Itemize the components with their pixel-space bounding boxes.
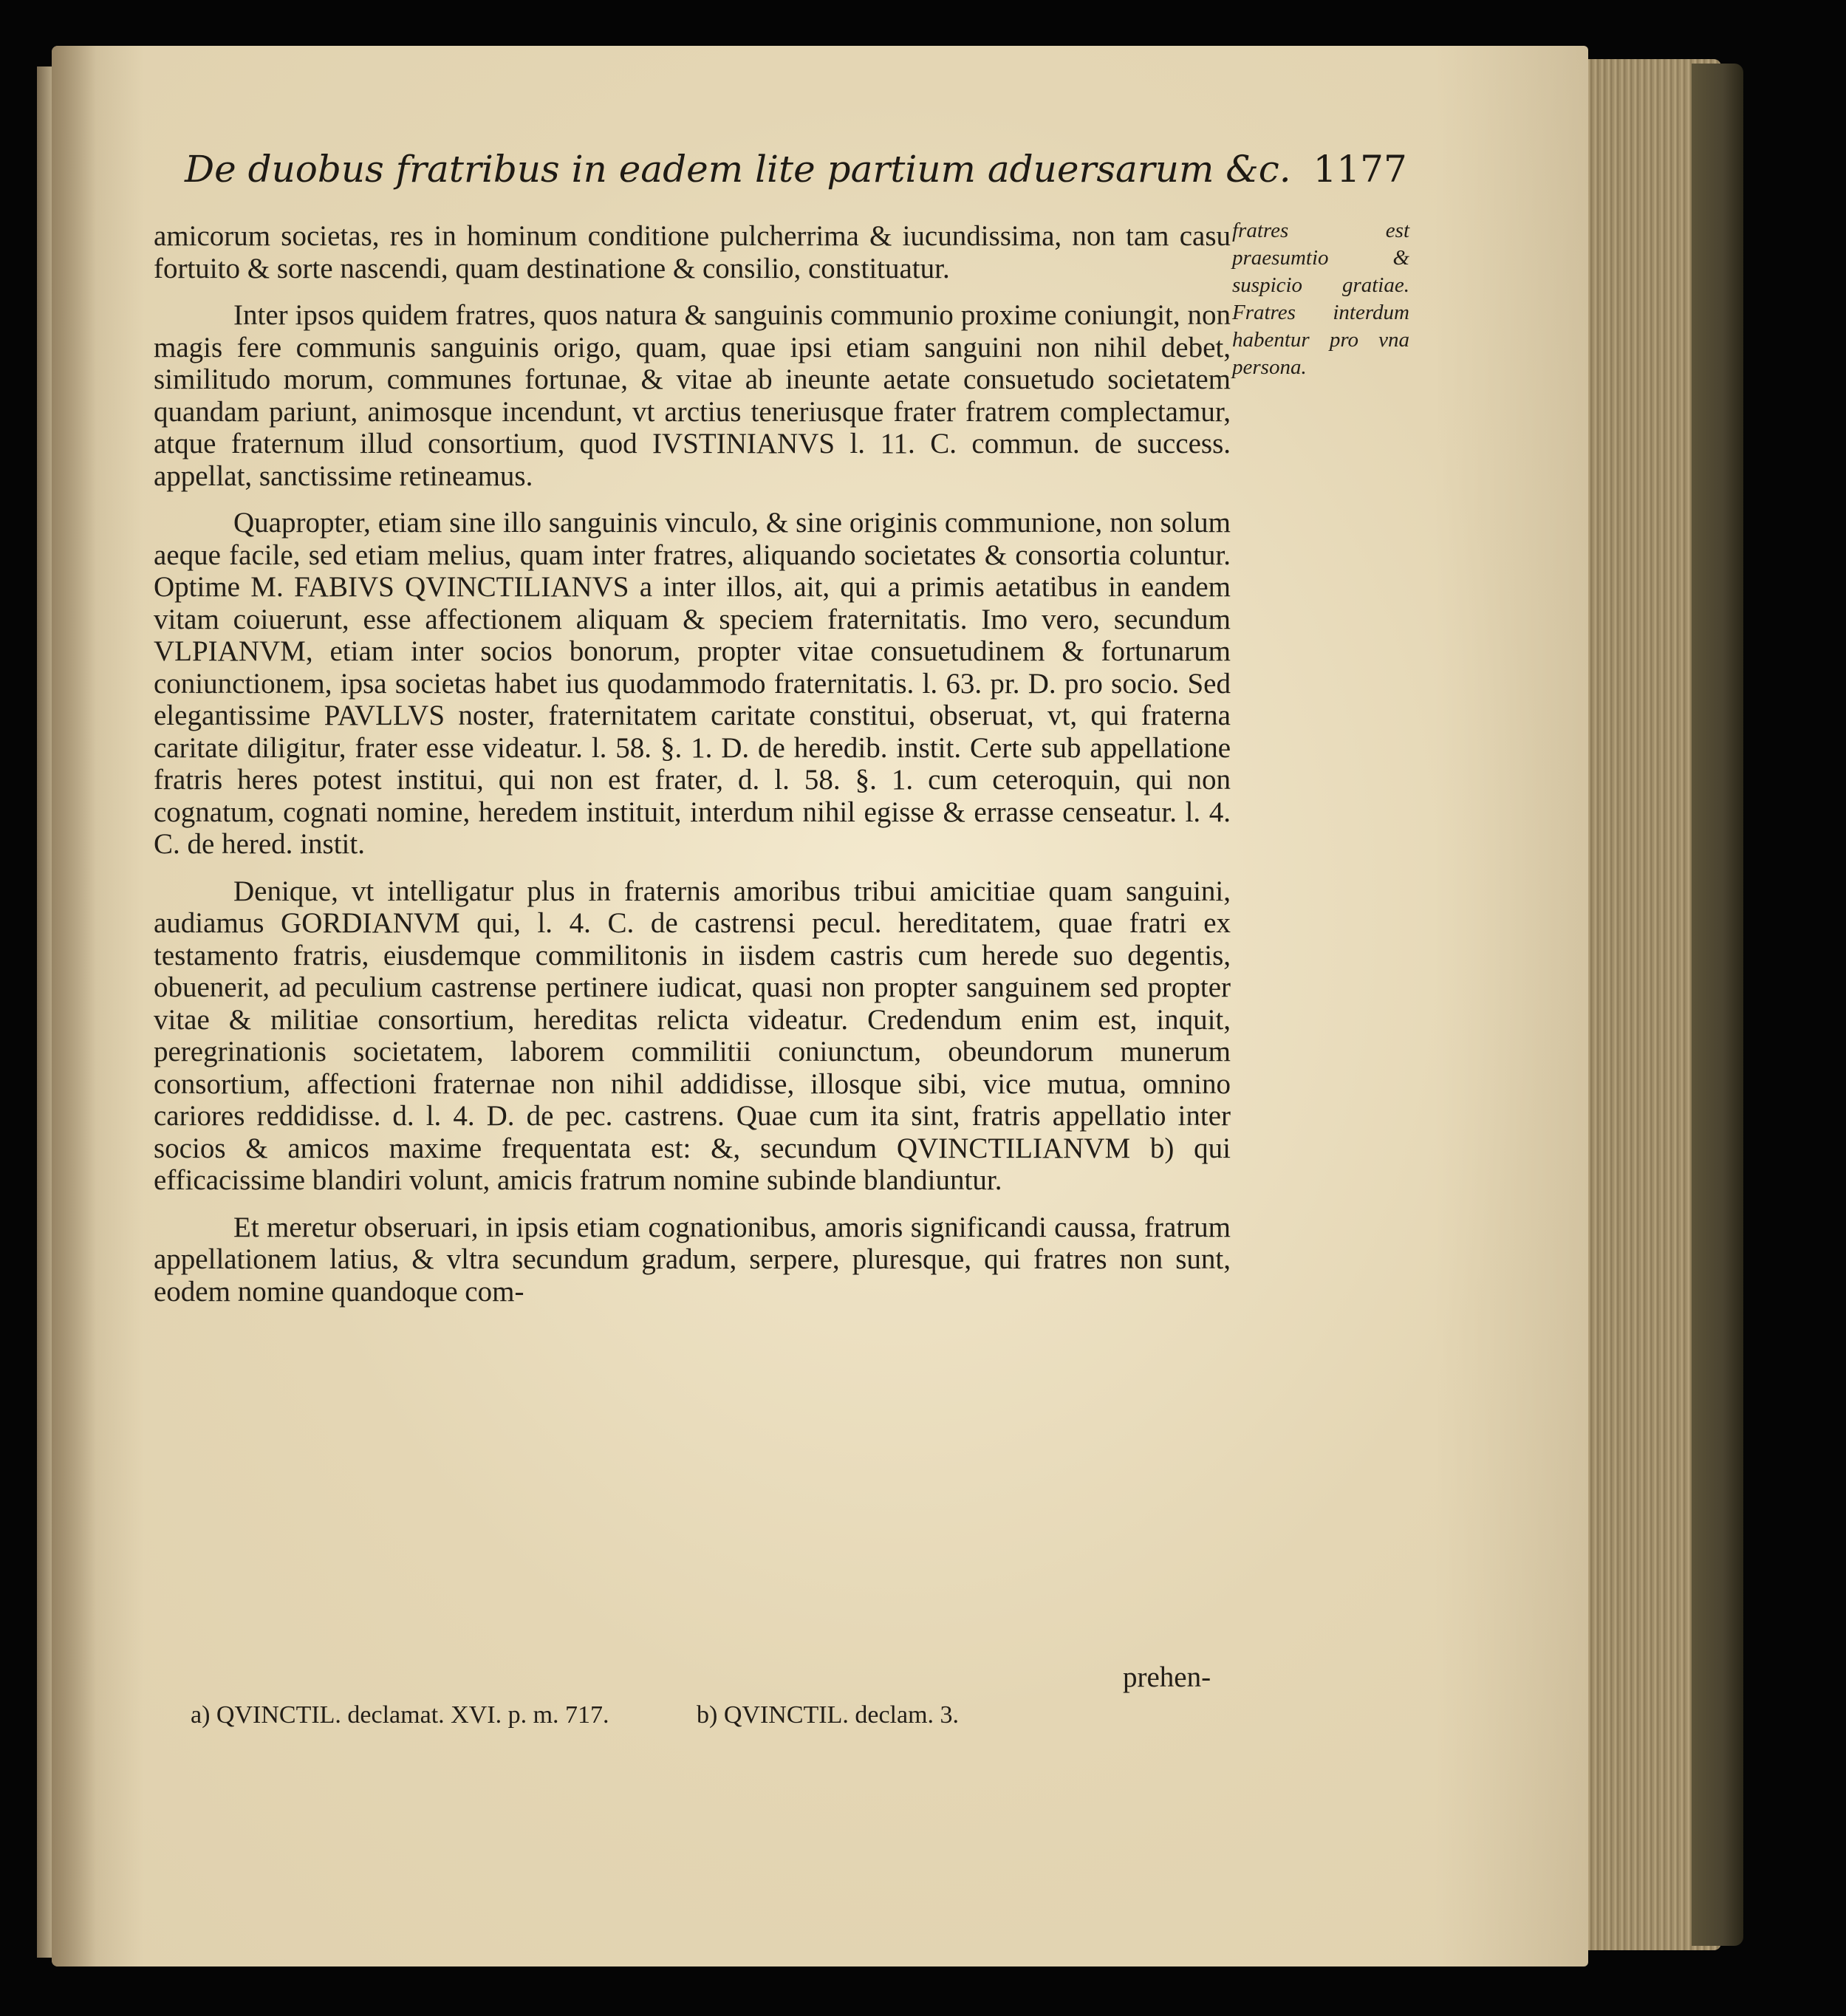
paragraph: amicorum societas, res in hominum conditione pulcherrima & iucundissima, non tam casu fortuito & sorte nascendi, quam destinatione & consilio, constituatur. — [154, 220, 1231, 284]
page-number: 1177 — [1313, 148, 1407, 191]
footnotes — [191, 1701, 1151, 1729]
page-gutter — [52, 46, 96, 1967]
running-head-title: De duobus fratribus in eadem lite partium aduersarum &c. — [185, 148, 1291, 191]
main-text-block — [154, 220, 1231, 1322]
paragraph: Quapropter, etiam sine illo sanguinis vinculo, & sine originis communione, non solum aeque facile, sed etiam melius, quam inter fratres, aliquando societates & consortia coluntur. Optime M. FABIVS QVINCTILIANVS a inter illos, ait, qui a primis aetatibus in eandem vitam coiuerunt, esse affectionem aliquam & speciem fraternitatis. Imo vero, secundum VLPIANVM, etiam inter socios bonorum, propter vitae consuetudinem & fortunarum coniunctionem, ipsa societas habet ius quodammodo fraternitatis. l. 63. pr. D. pro socio. Sed elegantissime PAVLLVS noster, fraternitatem caritate constitui, obseruat, vt, qui fraterna caritate diligitur, frater esse videatur. l. 58. §. 1. D. de heredib. instit. Certe sub appellatione fratris heres potest institui, qui non est frater, d. l. 58. §. 1. cum ceteroquin, qui non cognatum, cognati nomine, heredem instituit, interdum nihil egisse & errasse censeatur. l. 4. C. de hered. instit. — [154, 507, 1231, 860]
paragraph: Denique, vt intelligatur plus in fraternis amoribus tribui amicitiae quam sanguini, audiamus GORDIANVM qui, l. 4. C. de castrensi pecul. hereditatem, quae fratri ex testamento fratris, eiusdemque commilitonis in iisdem castris cum herede suo degentis, obuenerit, ad peculium castrense pertinere iudicat, quasi non propter sanguinem sed propter vitae & militiae consortium, hereditas relicta videatur. Credendum enim est, inquit, peregrinationis societatem, laborem commilitii coniunctum, obeundorum munerum consortium, affectioni fraternae non nihil addidisse, illosque sibi, vice mutua, omnino cariores reddidisse. d. l. 4. D. de pec. castrens. Quae cum ita sint, fratris appellatio inter socios & amicos maxime frequentata est: &, secundum QVINCTILIANVM b) qui efficacissime blandiri volunt, amicis fratrum nomine subinde blandiuntur. — [154, 875, 1231, 1196]
footnote-a: a) QVINCTIL. declamat. XVI. p. m. 717. — [191, 1701, 609, 1729]
paragraph: Inter ipsos quidem fratres, quos natura & sanguinis communio proxime coniungit, non magis fere communis sanguinis origo, quam, quae ipsi etiam sanguini non nihil debet, similitudo morum, communes fortunae, & vitae ab ineunte aetate consuetudo societatem quandam pariunt, animosque incendunt, vt arctius teneriusque frater fratrem complectamur, atque fraternum illud consortium, quod IVSTINIANVS l. 11. C. commun. de success. appellat, sanctissime retineamus. — [154, 299, 1231, 492]
catchword: prehen- — [1123, 1661, 1211, 1693]
running-head — [185, 148, 1426, 191]
book-cover-edge — [1692, 64, 1743, 1946]
paragraph: Et meretur obseruari, in ipsis etiam cognationibus, amoris significandi caussa, fratrum appellationem latius, & vltra secundum gradum, serpere, pluresque, qui fratres non sunt, eodem nomine quandoque com- — [154, 1211, 1231, 1308]
margin-note: fratres est praesumtio & suspicio gratiae. Fratres interdum habentur pro vna persona. — [1232, 219, 1409, 379]
footnote-b: b) QVINCTIL. declam. 3. — [697, 1701, 960, 1729]
